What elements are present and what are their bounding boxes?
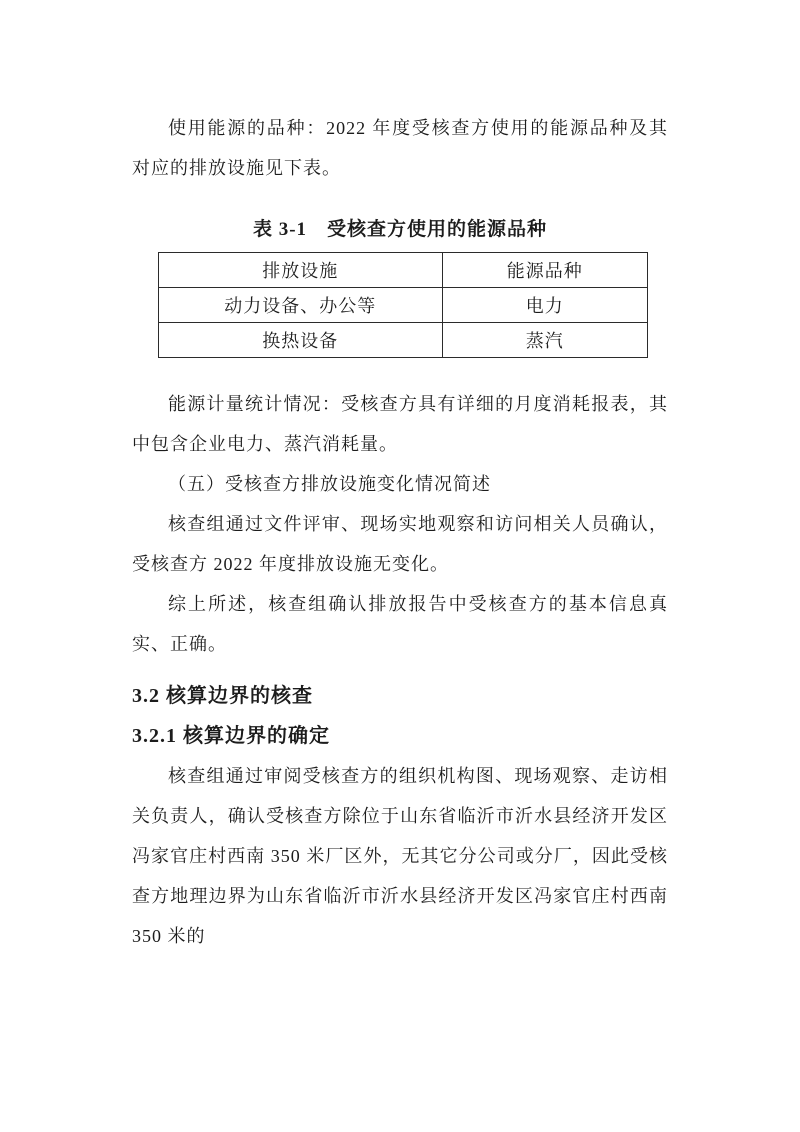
cell-facility: 换热设备 <box>159 323 443 358</box>
heading-3-2-1-accounting-boundary-determination: 3.2.1 核算边界的确定 <box>132 725 330 747</box>
cell-energy: 蒸汽 <box>442 323 647 358</box>
paragraph-item-five: （五）受核查方排放设施变化情况简述 <box>168 474 491 494</box>
paragraph-energy-metering: 能源计量统计情况：受核查方具有详细的月度消耗报表，其中包含企业电力、蒸汽消耗量。 <box>132 394 668 454</box>
paragraph-facility-change: 核查组通过文件评审、现场实地观察和访问相关人员确认，受核查方 2022 年度排放设施无变化。 <box>132 514 668 574</box>
paragraph-conclusion: 综上所述，核查组确认排放报告中受核查方的基本信息真实、正确。 <box>132 594 668 654</box>
paragraph-energy-types: 使用能源的品种：2022 年度受核查方使用的能源品种及其对应的排放设施见下表。 <box>132 118 668 178</box>
table-row <box>159 288 648 323</box>
table-row <box>159 323 648 358</box>
cell-facility: 动力设备、办公等 <box>159 288 443 323</box>
column-header-emission-facility: 排放设施 <box>159 253 443 288</box>
paragraph-geographic-boundary: 核查组通过审阅受核查方的组织机构图、现场观察、走访相关负责人，确认受核查方除位于山东省临沂市沂水县经济开发区冯家官庄村西南 350 米厂区外，无其它分公司或分厂，因此受核查方地理边界为山东省临沂市沂水县经济开发区冯家官庄村西南 350 米的 <box>132 766 668 946</box>
table-3-1-caption: 表 3-1 受核查方使用的能源品种 <box>252 219 548 240</box>
energy-table-header-row <box>159 253 648 288</box>
column-header-energy-type: 能源品种 <box>442 253 647 288</box>
energy-types-table <box>158 252 648 358</box>
cell-energy: 电力 <box>442 288 647 323</box>
heading-3-2-accounting-boundary-verification: 3.2 核算边界的核查 <box>132 685 313 707</box>
